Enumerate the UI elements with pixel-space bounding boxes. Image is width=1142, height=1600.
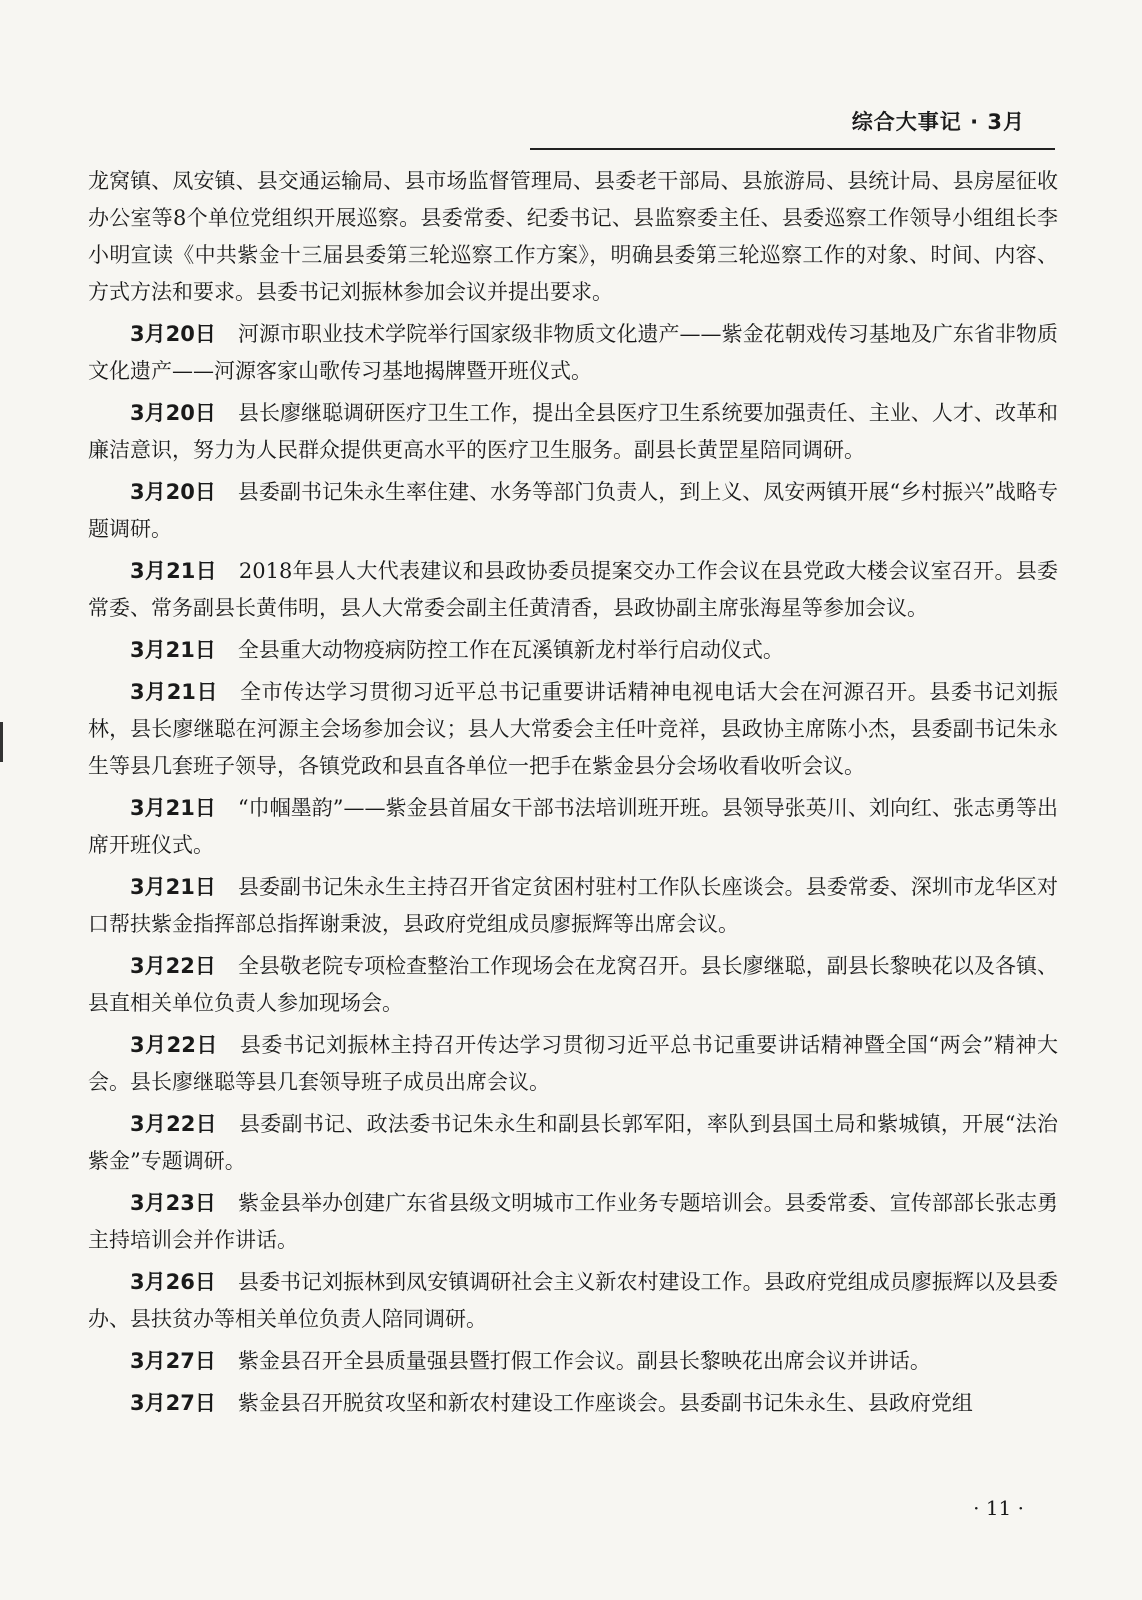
entry-text: 紫金县召开全县质量强县暨打假工作会议。副县长黎映花出席会议并讲话。 <box>237 1349 931 1373</box>
entry-text: 县委书记刘振林到凤安镇调研社会主义新农村建设工作。县政府党组成员廖振辉以及县委办、县扶贫办等相关单位负责人陪同调研。 <box>88 1270 1058 1331</box>
entry-date: 3月23日 <box>130 1191 216 1215</box>
entry-date: 3月21日 <box>130 796 216 820</box>
chronicle-entry <box>88 869 1058 943</box>
entry-text: 紫金县举办创建广东省县级文明城市工作业务专题培训会。县委常委、宣传部部长张志勇主持培训会并作讲话。 <box>88 1191 1058 1252</box>
entry-text: 县委副书记朱永生率住建、水务等部门负责人，到上义、凤安两镇开展“乡村振兴”战略专题调研。 <box>88 480 1058 541</box>
entry-date: 3月27日 <box>130 1349 216 1373</box>
chronicle-entry <box>88 1027 1058 1101</box>
running-header <box>530 100 1055 150</box>
entry-date: 3月22日 <box>130 1112 217 1136</box>
section-title: 综合大事记 · 3月 <box>851 110 1025 134</box>
entry-text: 河源市职业技术学院举行国家级非物质文化遗产——紫金花朝戏传习基地及广东省非物质文化遗产——河源客家山歌传习基地揭牌暨开班仪式。 <box>88 322 1058 383</box>
entry-date: 3月20日 <box>130 322 216 346</box>
entry-date: 3月20日 <box>130 480 216 504</box>
entry-date: 3月22日 <box>130 1033 218 1057</box>
entry-date: 3月21日 <box>130 875 216 899</box>
entry-date: 3月20日 <box>130 401 216 425</box>
chronicle-entry <box>88 1106 1058 1180</box>
chronicle-entry <box>88 674 1058 785</box>
chronicle-body <box>88 163 1058 1427</box>
entry-text: 紫金县召开脱贫攻坚和新农村建设工作座谈会。县委副书记朱永生、县政府党组 <box>237 1391 973 1415</box>
chronicle-entry <box>88 948 1058 1022</box>
continuation-paragraph: 龙窝镇、凤安镇、县交通运输局、县市场监督管理局、县委老干部局、县旅游局、县统计局、县房屋征收办公室等8个单位党组织开展巡察。县委常委、纪委书记、县监察委主任、县委巡察工作领导小组组长李小明宣读《中共紫金十三届县委第三轮巡察工作方案》，明确县委第三轮巡察工作的对象、时间、内容、方式方法和要求。县委书记刘振林参加会议并提出要求。 <box>88 169 1058 304</box>
chronicle-entry <box>88 1185 1058 1259</box>
chronicle-entry <box>88 553 1058 627</box>
chronicle-entry <box>88 1343 1058 1380</box>
entry-date: 3月21日 <box>130 559 217 583</box>
entry-date: 3月22日 <box>130 954 216 978</box>
chronicle-entry <box>88 316 1058 390</box>
entry-date: 3月27日 <box>130 1391 216 1415</box>
chronicle-entry <box>88 395 1058 469</box>
page-number: · 11 · <box>973 1496 1024 1520</box>
entry-text: 县委副书记、政法委书记朱永生和副县长郭军阳，率队到县国土局和紫城镇，开展“法治紫金”专题调研。 <box>88 1112 1059 1173</box>
entry-text: 县委书记刘振林主持召开传达学习贯彻习近平总书记重要讲话精神暨全国“两会”精神大会。县长廖继聪等县几套领导班子成员出席会议。 <box>88 1033 1058 1094</box>
chronicle-entry <box>88 474 1058 548</box>
entry-text: 2018年县人大代表建议和县政协委员提案交办工作会议在县党政大楼会议室召开。县委常委、常务副县长黄伟明，县人大常委会副主任黄清香，县政协副主席张海星等参加会议。 <box>88 559 1058 620</box>
entry-text: “巾帼墨韵”——紫金县首届女干部书法培训班开班。县领导张英川、刘向红、张志勇等出席开班仪式。 <box>88 796 1058 857</box>
entry-text: 全县重大动物疫病防控工作在瓦溪镇新龙村举行启动仪式。 <box>237 638 784 662</box>
chronicle-entry <box>88 632 1058 669</box>
scan-edge-mark <box>0 722 3 762</box>
entry-text: 县长廖继聪调研医疗卫生工作，提出全县医疗卫生系统要加强责任、主业、人才、改革和廉洁意识，努力为人民群众提供更高水平的医疗卫生服务。副县长黄罡星陪同调研。 <box>88 401 1058 462</box>
chronicle-entry <box>88 790 1058 864</box>
entry-list <box>88 316 1058 1422</box>
chronicle-entry <box>88 1385 1058 1422</box>
entry-date: 3月26日 <box>130 1270 216 1294</box>
entry-date: 3月21日 <box>130 638 216 662</box>
chronicle-entry <box>88 1264 1058 1338</box>
entry-text: 全县敬老院专项检查整治工作现场会在龙窝召开。县长廖继聪，副县长黎映花以及各镇、县直相关单位负责人参加现场会。 <box>88 954 1058 1015</box>
entry-text: 全市传达学习贯彻习近平总书记重要讲话精神电视电话大会在河源召开。县委书记刘振林，县长廖继聪在河源主会场参加会议；县人大常委会主任叶竞祥，县政协主席陈小杰，县委副书记朱永生等县几套班子领导，各镇党政和县直各单位一把手在紫金县分会场收看收听会议。 <box>88 680 1058 778</box>
entry-text: 县委副书记朱永生主持召开省定贫困村驻村工作队长座谈会。县委常委、深圳市龙华区对口帮扶紫金指挥部总指挥谢秉波，县政府党组成员廖振辉等出席会议。 <box>88 875 1058 936</box>
entry-date: 3月21日 <box>130 680 218 704</box>
